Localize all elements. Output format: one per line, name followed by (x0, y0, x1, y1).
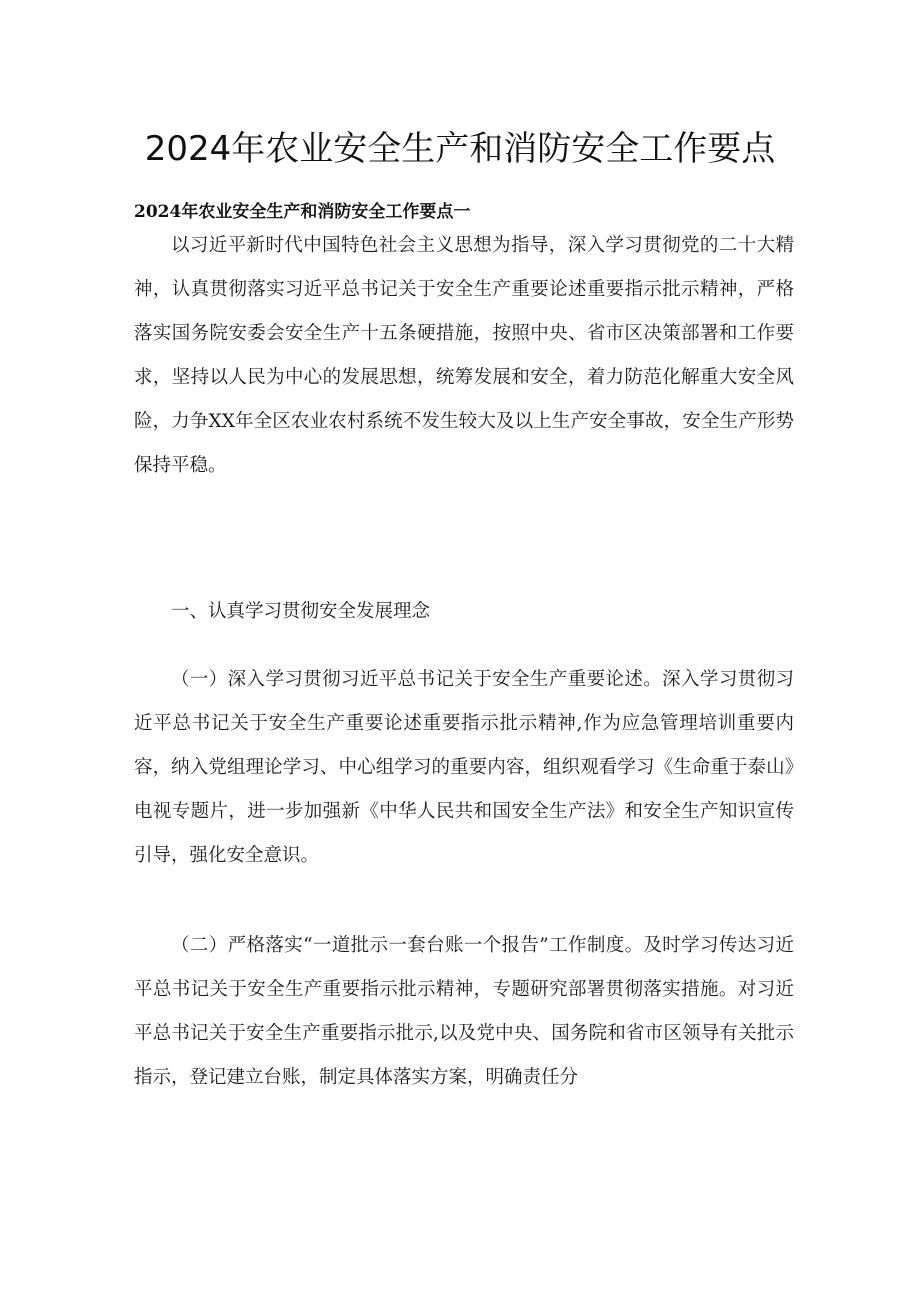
paragraph-item-1: （一）深入学习贯彻习近平总书记关于安全生产重要论述。深入学习贯彻习近平总书记关于安全生产重要论述重要指示批示精神,作为应急管理培训重要内容，纳入党组理论学习、中心组学习的重要内容，组织观看学习《生命重于泰山》电视专题片，进一步加强新《中华人民共和国安全生产法》和安全生产知识宣传引导，强化安全意识。 (134, 669, 794, 866)
paragraph-intro: 以习近平新时代中国特色社会主义思想为指导，深入学习贯彻党的二十大精神，认真贯彻落实习近平总书记关于安全生产重要论述重要指示批示精神，严格落实国务院安委会安全生产十五条硬措施，按照中央、省市区决策部署和工作要求，坚持以人民为中心的发展思想，统筹发展和安全，着力防范化解重大安全风险，力争XX年全区农业农村系统不发生较大及以上生产安全事故，安全生产形势保持平稳。 (134, 235, 794, 476)
paragraph-item-2: （二）严格落实“一道批示一套台账一个报告”工作制度。及时学习传达习近平总书记关于安全生产重要指示批示精神，专题研究部署贯彻落实措施。对习近平总书记关于安全生产重要指示批示,以及党中央、国务院和省市区领导有关批示指示，登记建立台账，制定具体落实方案，明确责任分 (134, 935, 794, 1088)
section-heading-1: 一、认真学习贯彻安全发展理念 (171, 601, 431, 622)
document-subtitle: 2024年农业安全生产和消防安全工作要点一 (134, 202, 471, 222)
document-title: 2024年农业安全生产和消防安全工作要点 (144, 129, 776, 169)
